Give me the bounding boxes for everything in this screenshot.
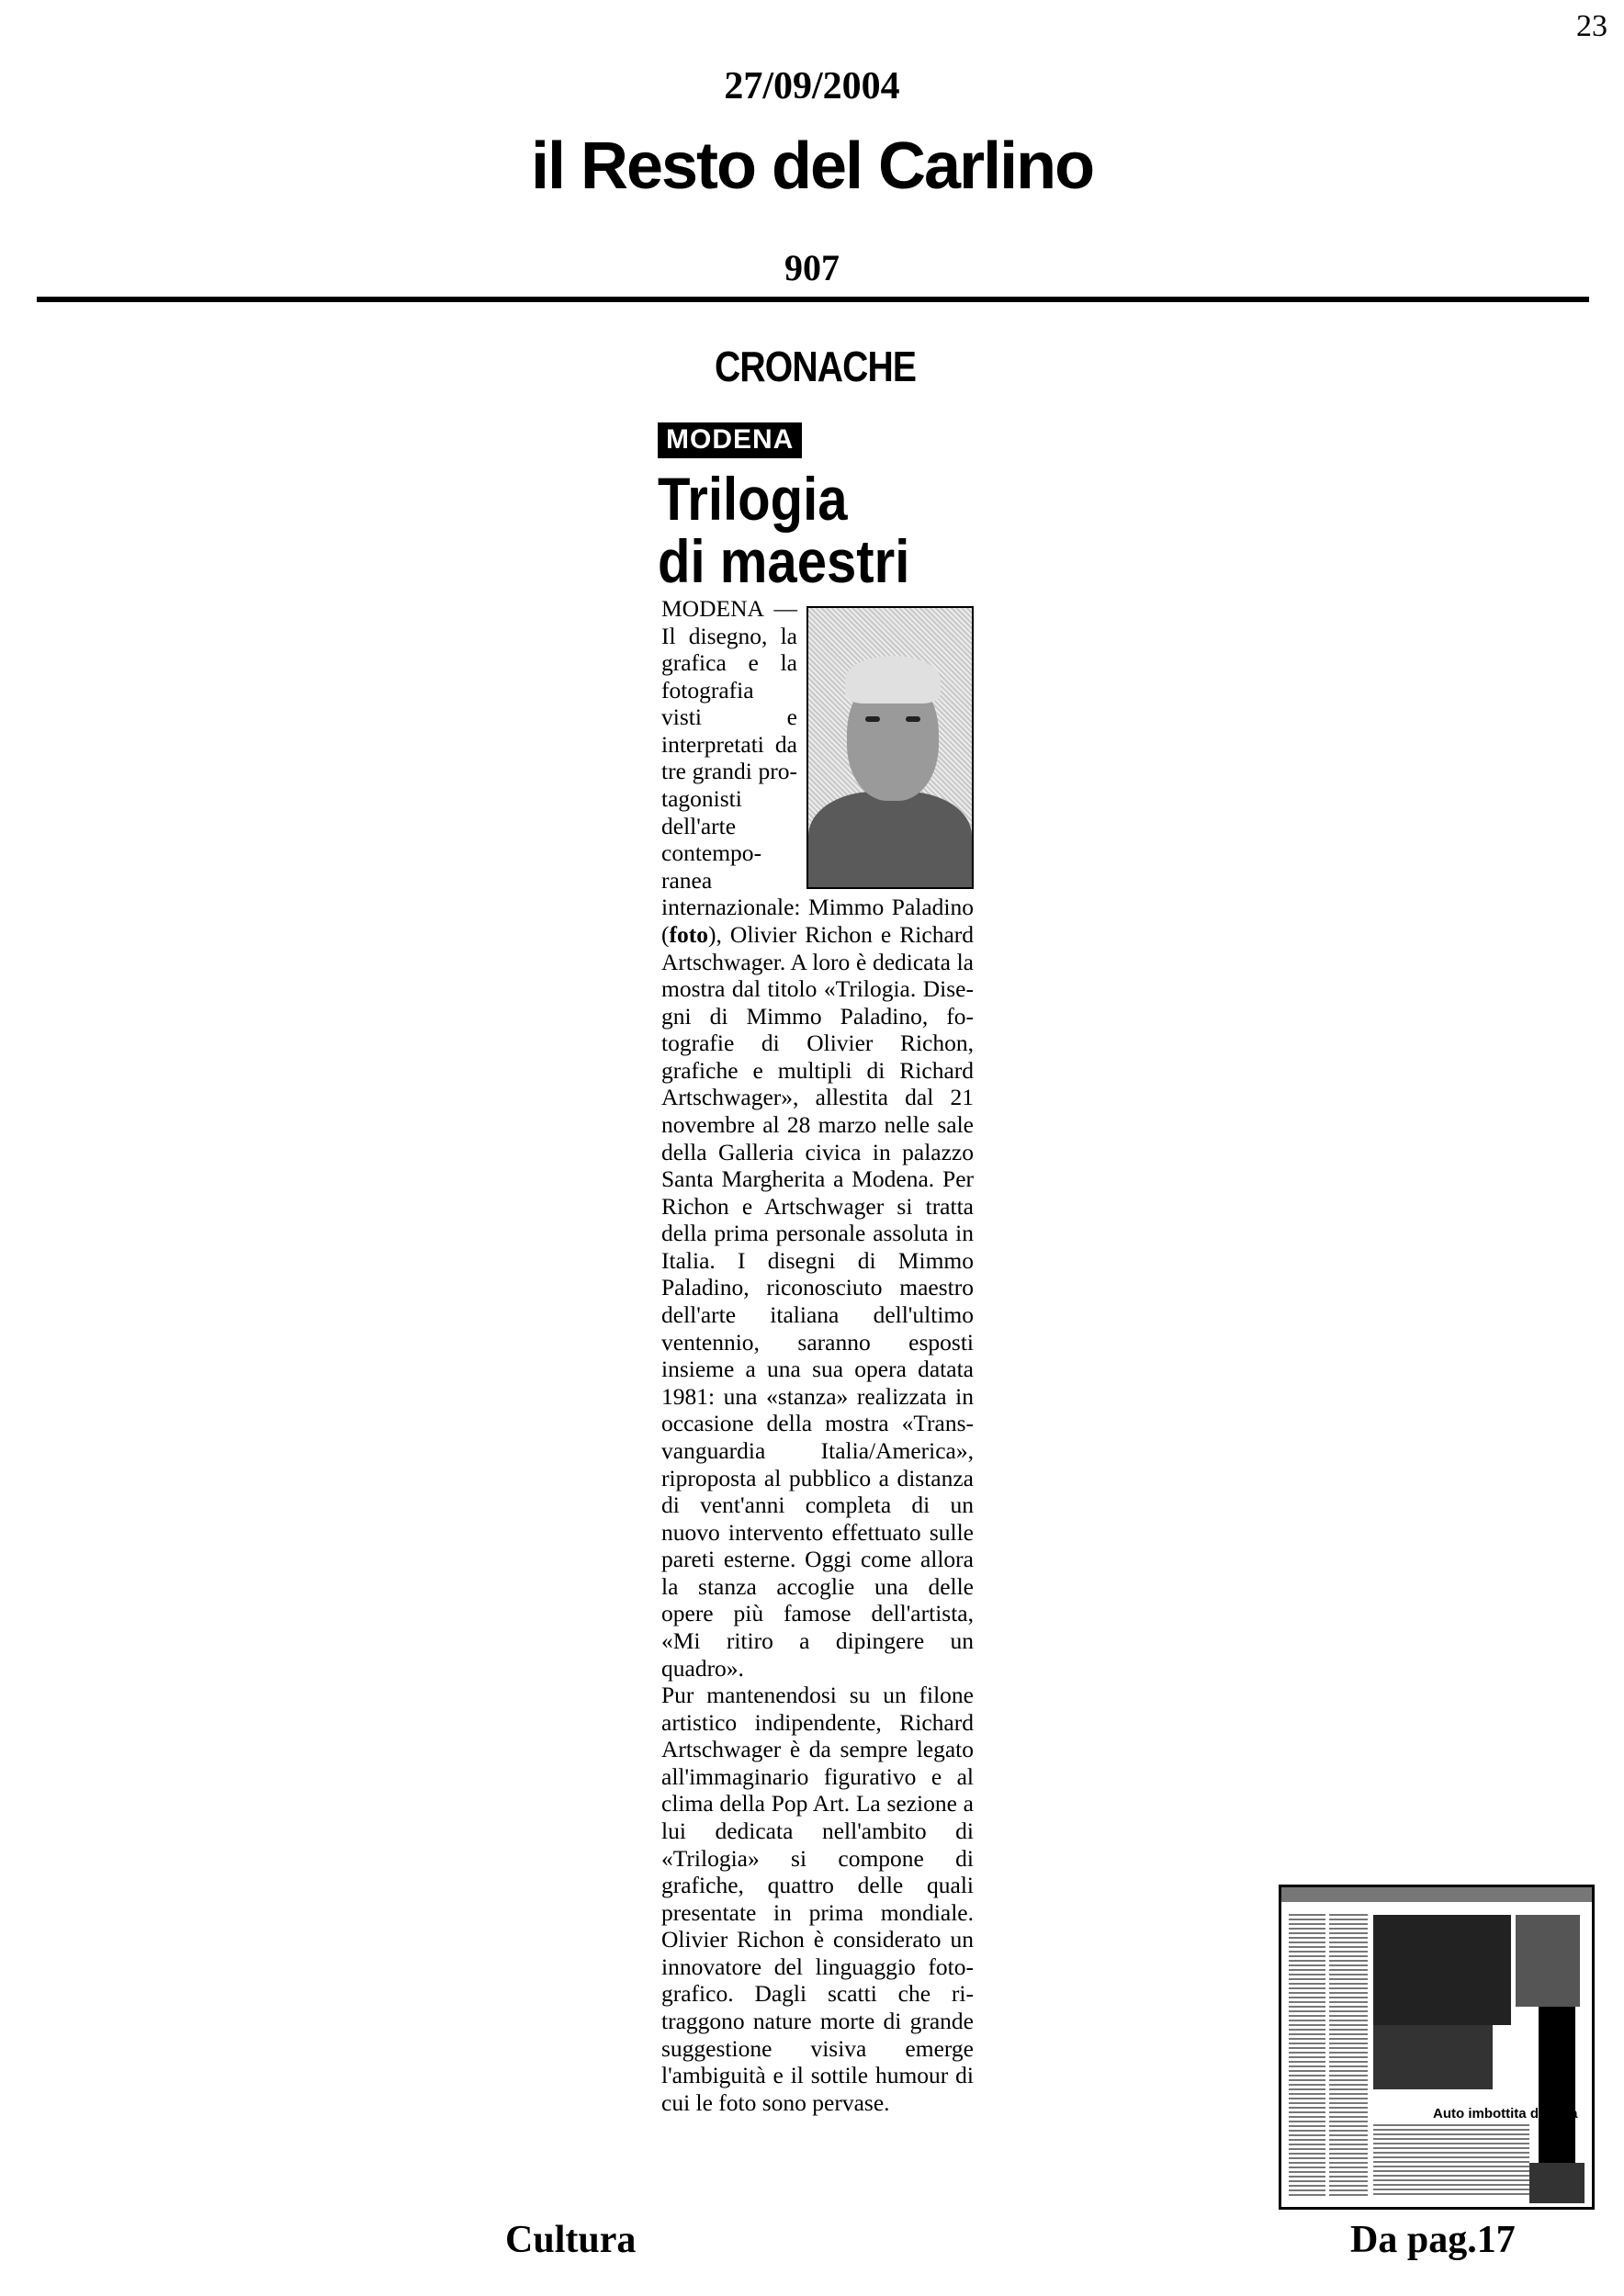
thumb-text-column: [1289, 1911, 1325, 2196]
thumb-headline: Auto imbottita di coca: [1433, 2106, 1578, 2122]
newspaper-masthead: il Resto del Carlino: [530, 129, 1094, 203]
thumb-black-block: [1539, 2007, 1575, 2163]
thumb-photo: [1529, 2163, 1585, 2203]
thumb-photo: [1373, 1915, 1511, 2025]
portrait-photo: [806, 606, 974, 889]
photo-shoulders: [808, 792, 972, 889]
photo-hair: [845, 656, 941, 703]
article-kicker: MODENA: [658, 422, 802, 458]
footer-source-page: Da pag.17: [1350, 2219, 1516, 2261]
source-page-thumbnail: [1279, 1885, 1595, 2210]
thumb-header-band: [1281, 1887, 1592, 1902]
photo-eye-right: [906, 716, 920, 722]
intro-text: MODENA — Il disegno, la grafica e la fotografia visti e interpretati da tre grandi protagonisti dell'arte contemporanea internazionale: Mimmo Paladino (: [661, 595, 974, 948]
article-headline: [658, 465, 964, 595]
header-rule: [37, 297, 1589, 302]
issue-number: 907: [784, 247, 840, 288]
photo-eye-left: [865, 716, 880, 722]
intro-text-cont: ), Olivier Richon e Richard Artschwager. A loro è dedicata la mostra dal titolo «Trilogia. Disegni di Mimmo Paladino, fotografie di Olivier Richon, grafiche e multipli di Richard Artschwager», allestita dal 21 novembre al 28 marzo nelle sale della Galleria civica in palazzo Santa Margherita a Modena. Per Richon e Artschwager si tratta della prima personale assoluta in Italia. I disegni di Mimmo Paladino, riconosciuto maestro dell'arte italiana dell'ultimo ventennio, saranno esposti insieme a una sua opera datata 1981: una «stanza» realizzata in occasione della mostra «Transvanguardia Italia/America», riproposta al pubblico a distanza di vent'anni completa di un nuovo intervento effettuato sulle pareti esterne. Oggi come allora la stanza accoglie una delle opere più famose dell'artista, «Mi ritiro a dipingere un quadro».: [661, 920, 974, 1682]
thumb-text-column: [1373, 2122, 1529, 2195]
headline-line-2: di maestri: [658, 526, 910, 595]
thumb-photo: [1516, 1915, 1580, 2007]
publication-date: 27/09/2004: [724, 65, 900, 107]
thumb-photo: [1373, 2025, 1493, 2089]
article-paragraph-2: Pur mantenendosi su un filone artistico indipendente, Richard Artschwager è da sempre legato all'immaginario figurativo e al clima della Pop Art. La sezione a lui dedicata nell'ambito di «Trilogia» si compone di grafiche, quattro delle quali presentate in prima mondiale. Olivier Richon è considerato un innovatore del linguaggio fotografico. Dagli scatti che ritraggono nature morte di grande suggestione visiva emerge l'ambiguità e il sottile humour di cui le foto sono pervase.: [661, 1682, 974, 2116]
thumb-text-column: [1329, 1911, 1368, 2196]
headline-line-1: Trilogia: [658, 465, 848, 533]
footer-category: Cultura: [505, 2219, 637, 2261]
article-body: [661, 595, 974, 2116]
section-title: CRONACHE: [715, 343, 917, 390]
photo-credit: foto: [669, 920, 708, 948]
page-number: 23: [1576, 9, 1607, 43]
